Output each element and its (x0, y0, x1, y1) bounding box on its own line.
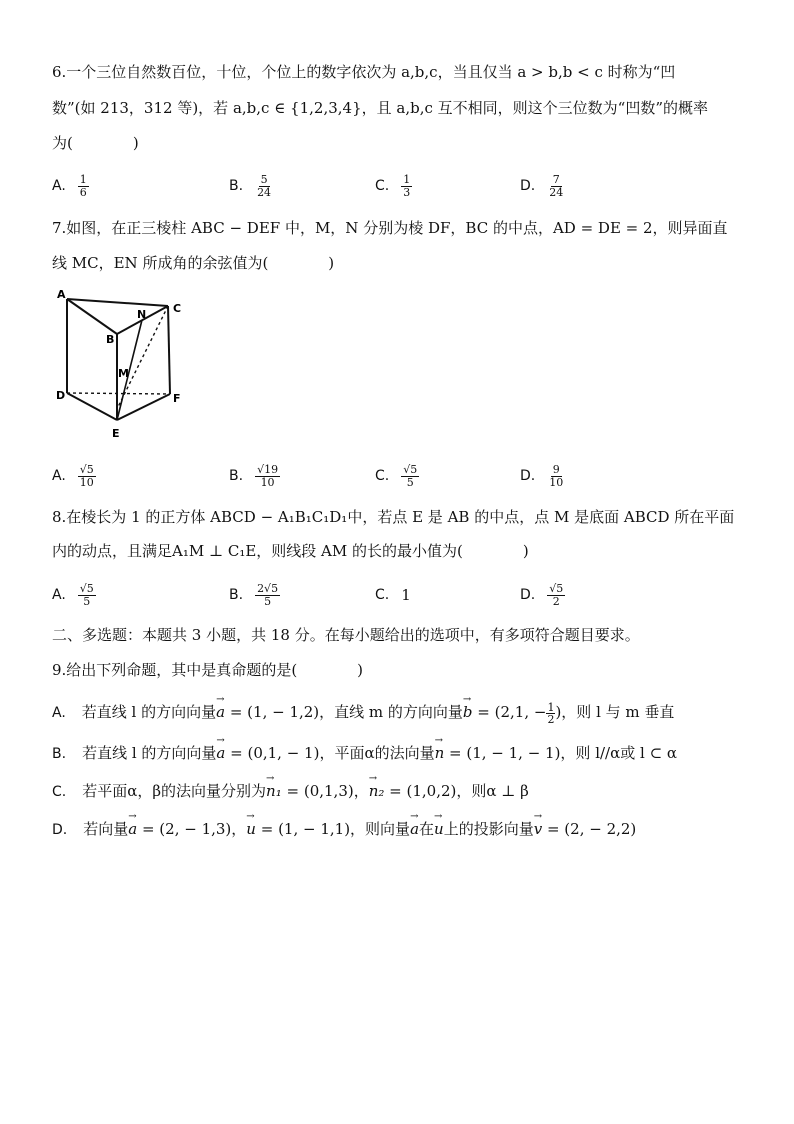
vector-symbol: → n (435, 742, 445, 764)
option-fraction: $\frac{√19}{10}$ (257, 462, 279, 489)
option-letter: C. (375, 468, 390, 484)
q6-options (52, 166, 752, 206)
q6-line-2: 数”(如 213，312 等)，若 a,b,c ∈ {1,2,3,4}，且 a,b,c 互不相同，则这个三位数为“凹数”的概率 (52, 99, 708, 117)
option-letter: D. (520, 587, 536, 603)
option-letter: C. (375, 587, 390, 603)
option-fraction: $\frac{1}{3}$ (403, 172, 411, 199)
q9-stem: 9.给出下列命题，其中是真命题的是( ) (52, 661, 364, 679)
q7-options (52, 456, 752, 496)
vector-symbol: → u (246, 818, 256, 840)
option-letter: C. (375, 178, 390, 194)
option-fraction: $\frac{2√5}{5}$ (257, 581, 279, 608)
section-header-multiple-choice: 二、多选题：本题共 3 小题，共 18 分。在每小题给出的选项中，有多项符合题目要求。 (52, 626, 640, 644)
q8-option-c[interactable] (375, 575, 411, 615)
option-fraction: $\frac{1}{6}$ (79, 172, 87, 199)
vector-symbol: → n₁ (266, 780, 282, 802)
vector-symbol: → a (216, 742, 225, 764)
q8-option-d[interactable] (520, 575, 565, 615)
q8-option-a[interactable] (52, 575, 96, 615)
q8-option-b[interactable] (229, 575, 280, 615)
vertex-label-n: N (137, 308, 147, 321)
inline-fraction: $\frac{1}{2}$ (547, 700, 555, 726)
q6-line-3: 为( ) (52, 134, 139, 152)
q9-option-b[interactable]: B. 若直线 l 的方向向量→ a = (0,1, − 1)，平面α的法向量→ n = (1, − 1, − 1)，则 l//α或 l ⊂ α (52, 742, 677, 765)
vertex-label-m: M (118, 367, 129, 380)
q9-option-a[interactable]: A. 若直线 l 的方向向量→ a = (1, − 1,2)，直线 m 的方向向量→ b = (2,1, − $\frac{1}{2}$ )，则 l 与 m 垂直 (52, 701, 674, 725)
q7-line-2: 线 MC，EN 所成角的余弦值为( ) (52, 254, 335, 272)
option-letter: A. (52, 587, 66, 603)
q6-option-a[interactable] (52, 166, 89, 206)
q9-option-d[interactable]: D. 若向量→ a = (2, − 1,3)，→ u = (1, − 1,1)，则向量→ a在→ u上的投影向量→ v = (2, − 2,2) (52, 818, 636, 841)
vertex-label-b: B (106, 333, 115, 346)
q9-option-c[interactable]: C. 若平面α，β的法向量分别为→ n₁ = (0,1,3)，→ n₂ = (1,0,2)，则α ⊥ β (52, 780, 529, 803)
q7-option-c[interactable] (375, 456, 419, 496)
q6-line-1: 6.一个三位自然数百位，十位，个位上的数字依次为 a,b,c，当且仅当 a > b,b < c 时称为“凹 (52, 63, 676, 81)
q7-option-b[interactable] (229, 456, 280, 496)
q6-option-c[interactable] (375, 166, 412, 206)
q8-options (52, 575, 752, 615)
option-letter: D. (520, 178, 536, 194)
option-letter: B. (52, 746, 67, 762)
option-fraction: $\frac{√5}{10}$ (79, 462, 94, 489)
option-letter: A. (52, 705, 66, 721)
option-letter: B. (229, 178, 244, 194)
option-letter: C. (52, 784, 67, 800)
option-letter: D. (52, 822, 68, 838)
option-letter: A. (52, 178, 66, 194)
vector-symbol: → a (410, 818, 419, 840)
vector-symbol: → a (128, 818, 137, 840)
q7-option-d[interactable] (520, 456, 565, 496)
vector-symbol: → u (434, 818, 444, 840)
vertex-label-f: F (173, 392, 181, 405)
option-value: 1 (401, 586, 411, 604)
vector-symbol: → b (463, 701, 473, 723)
vertex-label-d: D (56, 389, 66, 402)
vector-symbol: → n₂ (369, 780, 385, 802)
option-letter: A. (52, 468, 66, 484)
q6-option-b[interactable] (229, 166, 273, 206)
q6-option-d[interactable] (520, 166, 565, 206)
option-fraction: $\frac{5}{24}$ (257, 172, 272, 199)
option-letter: D. (520, 468, 536, 484)
q7-line-1: 7.如图，在正三棱柱 ABC − DEF 中，M，N 分别为棱 DF，BC 的中点，AD = DE = 2，则异面直 (52, 219, 728, 237)
option-fraction: $\frac{√5}{2}$ (549, 581, 564, 608)
option-fraction: $\frac{√5}{5}$ (403, 462, 418, 489)
vertex-label-e: E (112, 427, 120, 440)
vertex-label-c: C (173, 302, 182, 315)
q8-line-1: 8.在棱长为 1 的正方体 ABCD − A₁B₁C₁D₁中，若点 E 是 AB 的中点，点 M 是底面 ABCD 所在平面 (52, 508, 735, 526)
triangular-prism-figure (52, 286, 192, 444)
q7-option-a[interactable] (52, 456, 96, 496)
vector-symbol: → a (216, 701, 225, 723)
option-letter: B. (229, 468, 244, 484)
option-fraction: $\frac{7}{24}$ (549, 172, 564, 199)
vertex-label-a: A (57, 288, 66, 301)
option-fraction: $\frac{√5}{5}$ (79, 581, 94, 608)
vector-symbol: → v (534, 818, 542, 840)
q8-line-2: 内的动点，且满足A₁M ⊥ C₁E，则线段 AM 的长的最小值为( ) (52, 542, 529, 560)
option-letter: B. (229, 587, 244, 603)
option-fraction: $\frac{9}{10}$ (549, 462, 564, 489)
